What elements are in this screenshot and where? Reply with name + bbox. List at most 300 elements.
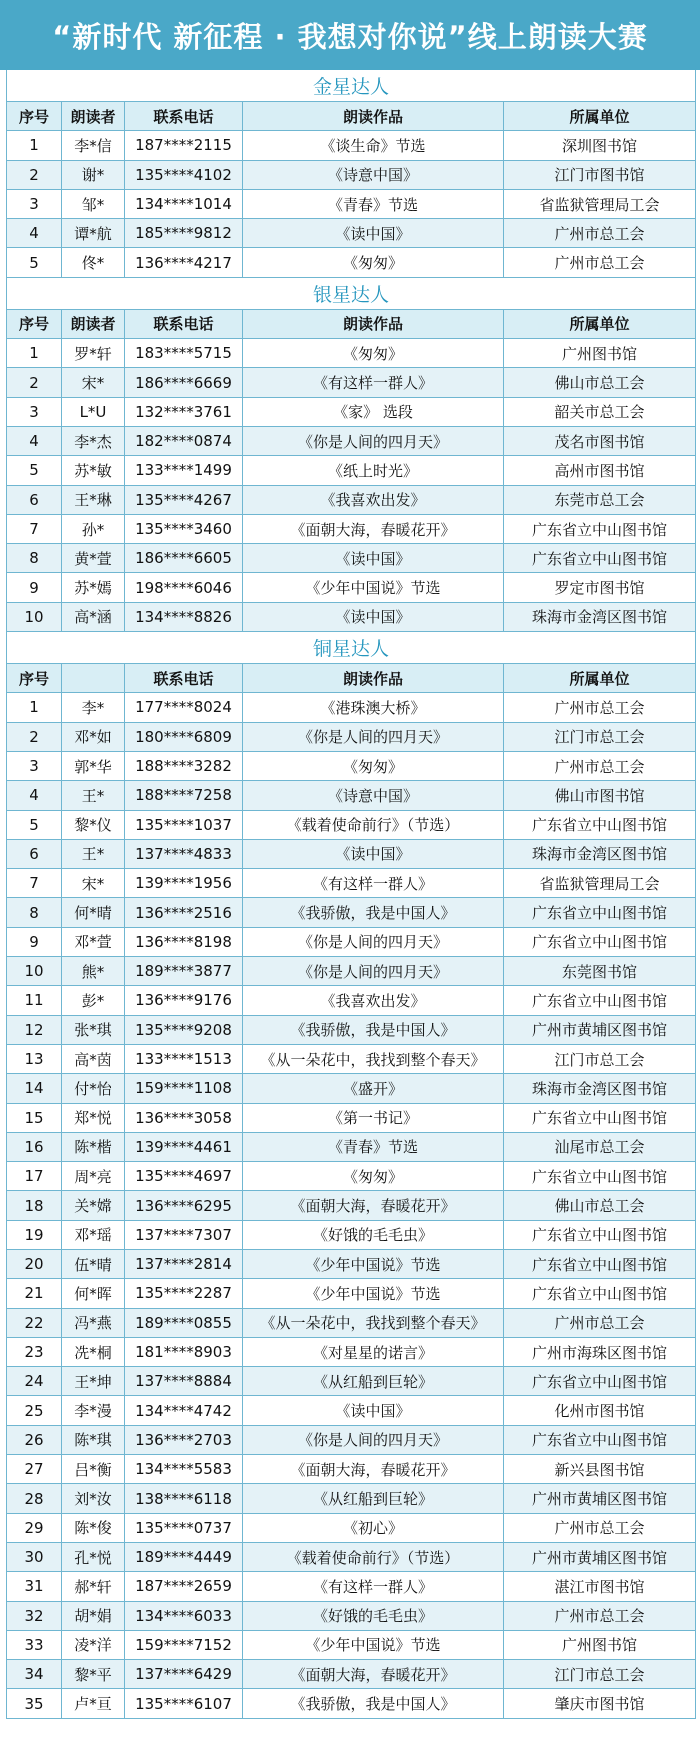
reader-cell: 付*怡 <box>62 1074 125 1102</box>
table-row <box>7 1250 695 1279</box>
table-row <box>7 840 695 869</box>
phone-cell: 189****3877 <box>125 957 243 985</box>
rank-cell: 30 <box>7 1543 62 1571</box>
phone-cell: 198****6046 <box>125 573 243 601</box>
section-title: 银星达人 <box>7 278 695 310</box>
reader-cell: 谢* <box>62 161 125 189</box>
rank-cell: 12 <box>7 1016 62 1044</box>
phone-cell: 134****8826 <box>125 603 243 631</box>
unit-cell: 广东省立中山图书馆 <box>531 991 667 1010</box>
unit-cell: 江门市图书馆 <box>554 166 645 185</box>
work-cell: 《匆匆》 <box>243 1162 504 1190</box>
work-cell: 《面朝大海，春暖花开》 <box>243 1191 504 1219</box>
work-cell: 《家》 选段 <box>243 398 504 426</box>
unit-cell: 珠海市金湾区图书馆 <box>531 845 667 864</box>
phone-cell: 134****4742 <box>125 1396 243 1424</box>
table-row <box>7 190 695 219</box>
table-row <box>7 161 695 190</box>
table-row <box>7 1572 695 1601</box>
rank-cell: 9 <box>7 573 62 601</box>
phone-cell: 135****0737 <box>125 1514 243 1542</box>
phone-cell: 134****6033 <box>125 1602 243 1630</box>
unit-cell: 佛山市图书馆 <box>554 786 645 805</box>
work-cell: 《读中国》 <box>243 544 504 572</box>
phone-cell: 136****4217 <box>125 248 243 276</box>
rank-cell: 10 <box>7 957 62 985</box>
phone-cell: 188****7258 <box>125 781 243 809</box>
reader-cell: 李*杰 <box>62 427 125 455</box>
reader-cell: 冼*桐 <box>62 1338 125 1366</box>
reader-cell: 宋* <box>62 869 125 897</box>
reader-cell: 陈*琪 <box>62 1426 125 1454</box>
reader-cell: 王*琳 <box>62 486 125 514</box>
work-cell: 《有这样一群人》 <box>243 1572 504 1600</box>
rank-cell: 25 <box>7 1396 62 1424</box>
column-header: 序号 <box>7 664 62 692</box>
unit-cell: 广东省立中山图书馆 <box>531 933 667 952</box>
reader-cell: 何*晖 <box>62 1279 125 1307</box>
table-row <box>7 219 695 248</box>
unit-cell: 广东省立中山图书馆 <box>531 549 667 568</box>
table-row <box>7 1689 695 1718</box>
rank-cell: 2 <box>7 723 62 751</box>
work-cell: 《少年中国说》节选 <box>243 573 504 601</box>
reader-cell: 孔*悦 <box>62 1543 125 1571</box>
work-cell: 《读中国》 <box>243 840 504 868</box>
work-cell: 《青春》节选 <box>243 1133 504 1161</box>
phone-cell: 136****2516 <box>125 898 243 926</box>
work-cell: 《从一朵花中，我找到整个春天》 <box>243 1309 504 1337</box>
phone-cell: 135****3460 <box>125 515 243 543</box>
phone-cell: 182****0874 <box>125 427 243 455</box>
results-table <box>6 70 696 1719</box>
work-cell: 《载着使命前行》（节选） <box>243 1543 504 1571</box>
work-cell: 《青春》节选 <box>243 190 504 218</box>
work-cell: 《第一书记》 <box>243 1104 504 1132</box>
phone-cell: 185****9812 <box>125 219 243 247</box>
phone-cell: 135****4697 <box>125 1162 243 1190</box>
column-header: 所属单位 <box>569 107 630 126</box>
work-cell: 《我喜欢出发》 <box>243 986 504 1014</box>
phone-cell: 186****6605 <box>125 544 243 572</box>
reader-cell: 伍*晴 <box>62 1250 125 1278</box>
table-header-row <box>7 102 695 131</box>
rank-cell: 8 <box>7 544 62 572</box>
rank-cell: 14 <box>7 1074 62 1102</box>
rank-cell: 3 <box>7 752 62 780</box>
reader-cell: 郭*华 <box>62 752 125 780</box>
reader-cell: 冯*燕 <box>62 1309 125 1337</box>
rank-cell: 2 <box>7 368 62 396</box>
reader-cell: 李* <box>62 693 125 721</box>
table-row <box>7 1016 695 1045</box>
rank-cell: 31 <box>7 1572 62 1600</box>
reader-cell: 邓*如 <box>62 723 125 751</box>
unit-cell: 江门市总工会 <box>554 728 645 747</box>
unit-cell: 新兴县图书馆 <box>554 1460 645 1479</box>
reader-cell: 周*亮 <box>62 1162 125 1190</box>
table-header-row <box>7 664 695 693</box>
rank-cell: 15 <box>7 1104 62 1132</box>
table-row <box>7 1484 695 1513</box>
phone-cell: 132****3761 <box>125 398 243 426</box>
phone-cell: 136****6295 <box>125 1191 243 1219</box>
rank-cell: 2 <box>7 161 62 189</box>
rank-cell: 6 <box>7 486 62 514</box>
table-row <box>7 544 695 573</box>
table-row <box>7 1104 695 1133</box>
rank-cell: 29 <box>7 1514 62 1542</box>
reader-cell: 宋* <box>62 368 125 396</box>
reader-cell: 彭* <box>62 986 125 1014</box>
unit-cell: 茂名市图书馆 <box>554 432 645 451</box>
unit-cell: 广州市黄埔区图书馆 <box>531 1021 667 1040</box>
work-cell: 《匆匆》 <box>243 339 504 367</box>
unit-cell: 广州市总工会 <box>554 254 645 273</box>
work-cell: 《读中国》 <box>243 1396 504 1424</box>
unit-cell: 广州市总工会 <box>554 1519 645 1538</box>
rank-cell: 16 <box>7 1133 62 1161</box>
table-row <box>7 368 695 397</box>
phone-cell: 137****2814 <box>125 1250 243 1278</box>
rank-cell: 22 <box>7 1309 62 1337</box>
unit-cell: 广东省立中山图书馆 <box>531 904 667 923</box>
table-row <box>7 693 695 722</box>
unit-cell: 江门市总工会 <box>554 1050 645 1069</box>
table-row <box>7 1631 695 1660</box>
work-cell: 《谈生命》节选 <box>243 131 504 159</box>
work-cell: 《面朝大海，春暖花开》 <box>243 1455 504 1483</box>
column-header: 所属单位 <box>569 669 630 688</box>
unit-cell: 江门市总工会 <box>554 1665 645 1684</box>
unit-cell: 广州图书馆 <box>561 1636 637 1655</box>
table-row <box>7 248 695 277</box>
work-cell: 《你是人间的四月天》 <box>243 957 504 985</box>
section-title: 金星达人 <box>7 70 695 102</box>
unit-cell: 广州图书馆 <box>561 344 637 363</box>
rank-cell: 8 <box>7 898 62 926</box>
phone-cell: 189****0855 <box>125 1309 243 1337</box>
work-cell: 《从一朵花中，我找到整个春天》 <box>243 1045 504 1073</box>
work-cell: 《我骄傲，我是中国人》 <box>243 1689 504 1717</box>
unit-cell: 佛山市总工会 <box>554 1197 645 1216</box>
phone-cell: 159****1108 <box>125 1074 243 1102</box>
work-cell: 《你是人间的四月天》 <box>243 427 504 455</box>
phone-cell: 138****6118 <box>125 1484 243 1512</box>
unit-cell: 广州市总工会 <box>554 224 645 243</box>
work-cell: 《少年中国说》节选 <box>243 1250 504 1278</box>
table-row <box>7 486 695 515</box>
table-row <box>7 986 695 1015</box>
table-row <box>7 1514 695 1543</box>
rank-cell: 23 <box>7 1338 62 1366</box>
unit-cell: 东莞图书馆 <box>561 962 637 981</box>
phone-cell: 186****6669 <box>125 368 243 396</box>
rank-cell: 34 <box>7 1660 62 1688</box>
table-row <box>7 603 695 632</box>
column-header: 朗读作品 <box>243 310 504 338</box>
work-cell: 《读中国》 <box>243 603 504 631</box>
rank-cell: 5 <box>7 456 62 484</box>
work-cell: 《对星星的诺言》 <box>243 1338 504 1366</box>
phone-cell: 137****4833 <box>125 840 243 868</box>
rank-cell: 5 <box>7 248 62 276</box>
unit-cell: 广州市总工会 <box>554 1607 645 1626</box>
table-row <box>7 723 695 752</box>
phone-cell: 187****2659 <box>125 1572 243 1600</box>
column-header: 联系电话 <box>125 664 243 692</box>
table-row <box>7 1133 695 1162</box>
rank-cell: 13 <box>7 1045 62 1073</box>
rank-cell: 24 <box>7 1367 62 1395</box>
reader-cell: 刘*汝 <box>62 1484 125 1512</box>
unit-cell: 广东省立中山图书馆 <box>531 1109 667 1128</box>
reader-cell: 王* <box>62 840 125 868</box>
column-header: 所属单位 <box>569 315 630 334</box>
phone-cell: 181****8903 <box>125 1338 243 1366</box>
work-cell: 《少年中国说》节选 <box>243 1279 504 1307</box>
work-cell: 《面朝大海，春暖花开》 <box>243 515 504 543</box>
reader-cell: 熊* <box>62 957 125 985</box>
rank-cell: 5 <box>7 811 62 839</box>
phone-cell: 136****8198 <box>125 928 243 956</box>
table-row <box>7 957 695 986</box>
rank-cell: 19 <box>7 1221 62 1249</box>
rank-cell: 4 <box>7 781 62 809</box>
reader-cell: 高*茵 <box>62 1045 125 1073</box>
unit-cell: 广东省立中山图书馆 <box>531 520 667 539</box>
reader-cell: 郝*轩 <box>62 1572 125 1600</box>
reader-cell: 苏*敏 <box>62 456 125 484</box>
table-row <box>7 1543 695 1572</box>
work-cell: 《盛开》 <box>243 1074 504 1102</box>
reader-cell: L*U <box>62 398 125 426</box>
reader-cell: 陈*俊 <box>62 1514 125 1542</box>
column-header <box>62 664 125 692</box>
work-cell: 《面朝大海，春暖花开》 <box>243 1660 504 1688</box>
rank-cell: 21 <box>7 1279 62 1307</box>
work-cell: 《好饿的毛毛虫》 <box>243 1221 504 1249</box>
phone-cell: 135****4267 <box>125 486 243 514</box>
phone-cell: 159****7152 <box>125 1631 243 1659</box>
work-cell: 《港珠澳大桥》 <box>243 693 504 721</box>
phone-cell: 139****4461 <box>125 1133 243 1161</box>
table-row <box>7 1396 695 1425</box>
unit-cell: 韶关市总工会 <box>554 403 645 422</box>
reader-cell: 李*漫 <box>62 1396 125 1424</box>
reader-cell: 郑*悦 <box>62 1104 125 1132</box>
table-row <box>7 1660 695 1689</box>
phone-cell: 134****5583 <box>125 1455 243 1483</box>
phone-cell: 135****4102 <box>125 161 243 189</box>
reader-cell: 黎*平 <box>62 1660 125 1688</box>
rank-cell: 17 <box>7 1162 62 1190</box>
unit-cell: 珠海市金湾区图书馆 <box>531 1079 667 1098</box>
work-cell: 《诗意中国》 <box>243 161 504 189</box>
table-row <box>7 811 695 840</box>
unit-cell: 化州市图书馆 <box>554 1402 645 1421</box>
reader-cell: 吕*衡 <box>62 1455 125 1483</box>
table-row <box>7 1426 695 1455</box>
table-row <box>7 869 695 898</box>
unit-cell: 佛山市总工会 <box>554 374 645 393</box>
unit-cell: 广东省立中山图书馆 <box>531 1284 667 1303</box>
unit-cell: 广东省立中山图书馆 <box>531 1372 667 1391</box>
column-header: 朗读者 <box>62 310 125 338</box>
phone-cell: 137****8884 <box>125 1367 243 1395</box>
work-cell: 《纸上时光》 <box>243 456 504 484</box>
unit-cell: 罗定市图书馆 <box>554 579 645 598</box>
reader-cell: 苏*嫣 <box>62 573 125 601</box>
phone-cell: 135****2287 <box>125 1279 243 1307</box>
unit-cell: 广州市黄埔区图书馆 <box>531 1490 667 1508</box>
unit-cell: 东莞市总工会 <box>554 491 645 510</box>
unit-cell: 广东省立中山图书馆 <box>531 1431 667 1450</box>
reader-cell: 陈*楷 <box>62 1133 125 1161</box>
column-header: 朗读者 <box>62 102 125 130</box>
phone-cell: 188****3282 <box>125 752 243 780</box>
reader-cell: 卢*亘 <box>62 1689 125 1717</box>
unit-cell: 高州市图书馆 <box>554 461 645 480</box>
unit-cell: 广州市总工会 <box>554 698 645 717</box>
unit-cell: 汕尾市总工会 <box>554 1138 645 1157</box>
work-cell: 《载着使命前行》（节选） <box>243 811 504 839</box>
table-row <box>7 781 695 810</box>
work-cell: 《你是人间的四月天》 <box>243 928 504 956</box>
table-row <box>7 1221 695 1250</box>
reader-cell: 孙* <box>62 515 125 543</box>
reader-cell: 何*晴 <box>62 898 125 926</box>
work-cell: 《你是人间的四月天》 <box>243 723 504 751</box>
work-cell: 《好饿的毛毛虫》 <box>243 1602 504 1630</box>
phone-cell: 137****7307 <box>125 1221 243 1249</box>
unit-cell: 广东省立中山图书馆 <box>531 1226 667 1245</box>
column-header: 朗读作品 <box>243 102 504 130</box>
phone-cell: 133****1513 <box>125 1045 243 1073</box>
phone-cell: 187****2115 <box>125 131 243 159</box>
phone-cell: 134****1014 <box>125 190 243 218</box>
table-row <box>7 1162 695 1191</box>
column-header: 联系电话 <box>125 102 243 130</box>
phone-cell: 139****1956 <box>125 869 243 897</box>
reader-cell: 谭*航 <box>62 219 125 247</box>
work-cell: 《我骄傲，我是中国人》 <box>243 898 504 926</box>
reader-cell: 关*嫦 <box>62 1191 125 1219</box>
table-row <box>7 398 695 427</box>
reader-cell: 张*琪 <box>62 1016 125 1044</box>
unit-cell: 广东省立中山图书馆 <box>531 1167 667 1186</box>
work-cell: 《我骄傲，我是中国人》 <box>243 1016 504 1044</box>
column-header: 朗读作品 <box>243 664 504 692</box>
rank-cell: 32 <box>7 1602 62 1630</box>
reader-cell: 王*坤 <box>62 1367 125 1395</box>
rank-cell: 3 <box>7 190 62 218</box>
work-cell: 《从红船到巨轮》 <box>243 1367 504 1395</box>
phone-cell: 135****9208 <box>125 1016 243 1044</box>
table-row <box>7 1074 695 1103</box>
reader-cell: 李*信 <box>62 131 125 159</box>
unit-cell: 广东省立中山图书馆 <box>531 816 667 835</box>
table-row <box>7 1367 695 1396</box>
table-row <box>7 1602 695 1631</box>
work-cell: 《你是人间的四月天》 <box>243 1426 504 1454</box>
rank-cell: 11 <box>7 986 62 1014</box>
table-row <box>7 131 695 160</box>
phone-cell: 189****4449 <box>125 1543 243 1571</box>
unit-cell: 省监狱管理局工会 <box>539 874 660 893</box>
table-row <box>7 1338 695 1367</box>
reader-cell: 邹* <box>62 190 125 218</box>
work-cell: 《诗意中国》 <box>243 781 504 809</box>
unit-cell: 广州市黄埔区图书馆 <box>531 1548 667 1567</box>
table-row <box>7 752 695 781</box>
rank-cell: 10 <box>7 603 62 631</box>
reader-cell: 邓*萱 <box>62 928 125 956</box>
work-cell: 《读中国》 <box>243 219 504 247</box>
phone-cell: 177****8024 <box>125 693 243 721</box>
rank-cell: 4 <box>7 427 62 455</box>
column-header: 序号 <box>7 310 62 338</box>
reader-cell: 佟* <box>62 248 125 276</box>
unit-cell: 省监狱管理局工会 <box>539 195 660 214</box>
unit-cell: 广州市总工会 <box>554 757 645 776</box>
table-row <box>7 1045 695 1074</box>
section-title: 铜星达人 <box>7 632 695 664</box>
work-cell: 《匆匆》 <box>243 248 504 276</box>
phone-cell: 136****3058 <box>125 1104 243 1132</box>
rank-cell: 7 <box>7 515 62 543</box>
reader-cell: 黄*萱 <box>62 544 125 572</box>
rank-cell: 9 <box>7 928 62 956</box>
rank-cell: 20 <box>7 1250 62 1278</box>
rank-cell: 1 <box>7 131 62 159</box>
rank-cell: 1 <box>7 339 62 367</box>
work-cell: 《匆匆》 <box>243 752 504 780</box>
column-header: 序号 <box>7 102 62 130</box>
rank-cell: 33 <box>7 1631 62 1659</box>
reader-cell: 邓*瑶 <box>62 1221 125 1249</box>
table-row <box>7 1455 695 1484</box>
phone-cell: 136****9176 <box>125 986 243 1014</box>
reader-cell: 罗*轩 <box>62 339 125 367</box>
table-row <box>7 1191 695 1220</box>
rank-cell: 4 <box>7 219 62 247</box>
unit-cell: 肇庆市图书馆 <box>554 1695 645 1714</box>
phone-cell: 180****6809 <box>125 723 243 751</box>
table-row <box>7 456 695 485</box>
work-cell: 《我喜欢出发》 <box>243 486 504 514</box>
reader-cell: 胡*娟 <box>62 1602 125 1630</box>
reader-cell: 王* <box>62 781 125 809</box>
rank-cell: 7 <box>7 869 62 897</box>
work-cell: 《从红船到巨轮》 <box>243 1484 504 1512</box>
rank-cell: 26 <box>7 1426 62 1454</box>
table-row <box>7 928 695 957</box>
rank-cell: 27 <box>7 1455 62 1483</box>
phone-cell: 135****6107 <box>125 1689 243 1717</box>
rank-cell: 6 <box>7 840 62 868</box>
table-row <box>7 898 695 927</box>
table-row <box>7 515 695 544</box>
unit-cell: 珠海市金湾区图书馆 <box>531 608 667 627</box>
table-row <box>7 1279 695 1308</box>
table-header-row <box>7 310 695 339</box>
unit-cell: 深圳图书馆 <box>561 136 637 155</box>
reader-cell: 高*涵 <box>62 603 125 631</box>
rank-cell: 35 <box>7 1689 62 1717</box>
phone-cell: 136****2703 <box>125 1426 243 1454</box>
phone-cell: 137****6429 <box>125 1660 243 1688</box>
